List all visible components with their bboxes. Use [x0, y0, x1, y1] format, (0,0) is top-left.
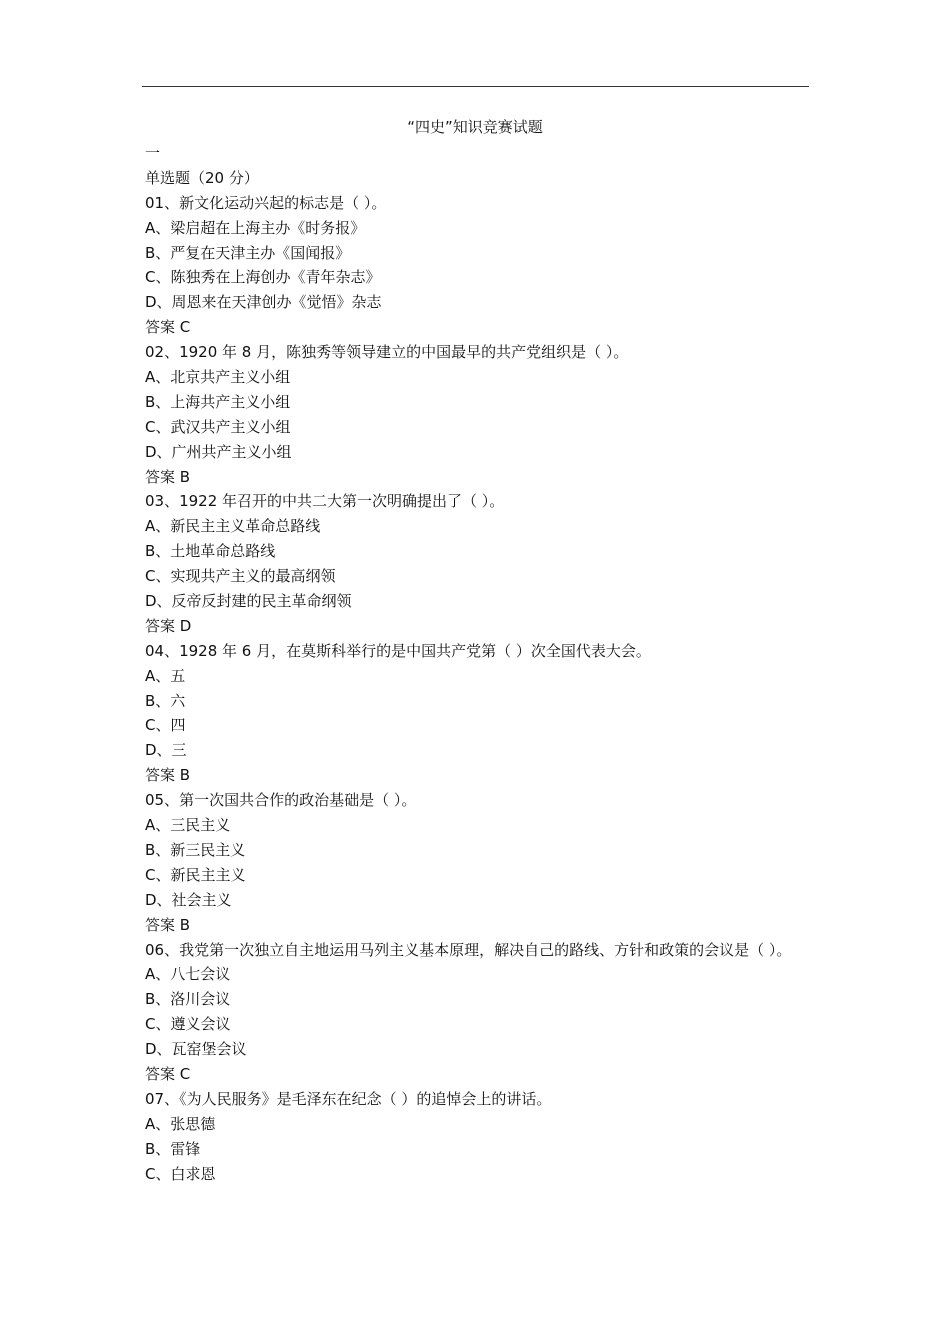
option-c: C、武汉共产主义小组 — [145, 417, 291, 436]
option-d: D、三 — [145, 741, 187, 760]
answer-line: 答案 C — [145, 318, 191, 337]
question-block — [145, 788, 813, 937]
option-b: B、新三民主义 — [145, 840, 246, 859]
question-stem: 03、1922 年召开的中共二大第一次明确提出了（ ）。 — [145, 492, 505, 511]
option-a: A、五 — [145, 666, 186, 685]
question-block — [145, 489, 813, 638]
answer-line: 答案 D — [145, 616, 192, 635]
option-d: D、社会主义 — [145, 890, 232, 909]
option-c: C、四 — [145, 716, 186, 735]
answer-line: 答案 B — [145, 766, 191, 785]
question-stem: 04、1928 年 6 月，在莫斯科举行的是中国共产党第（ ）次全国代表大会。 — [145, 641, 651, 660]
option-b: B、上海共产主义小组 — [145, 392, 291, 411]
option-c: C、新民主主义 — [145, 865, 246, 884]
section-heading: 单选题（20 分） — [145, 168, 259, 187]
question-block — [145, 938, 813, 1087]
option-c: C、实现共产主义的最高纲领 — [145, 567, 336, 586]
question-stem: 07、《为人民服务》是毛泽东在纪念（ ）的追悼会上的讲话。 — [145, 1089, 552, 1108]
question-stem: 05、第一次国共合作的政治基础是（ ）。 — [145, 791, 417, 810]
option-c: C、遵义会议 — [145, 1015, 231, 1034]
option-a: A、三民主义 — [145, 816, 231, 835]
option-c: C、陈独秀在上海创办《青年杂志》 — [145, 268, 381, 287]
option-d: D、反帝反封建的民主革命纲领 — [145, 592, 352, 611]
question-stem: 06、我党第一次独立自主地运用马列主义基本原理，解决自己的路线、方针和政策的会议是（ ）。 — [145, 940, 792, 959]
option-d: D、瓦窑堡会议 — [145, 1040, 247, 1059]
option-a: A、新民主主义革命总路线 — [145, 517, 321, 536]
option-a: A、张思德 — [145, 1114, 216, 1133]
question-block — [145, 340, 813, 489]
document-body — [145, 141, 813, 1186]
option-b: B、洛川会议 — [145, 990, 231, 1009]
option-d: D、周恩来在天津创办《觉悟》杂志 — [145, 293, 382, 312]
question-stem: 02、1920 年 8 月，陈独秀等领导建立的中国最早的共产党组织是（ ）。 — [145, 343, 629, 362]
option-b: B、严复在天津主办《国闻报》 — [145, 243, 351, 262]
document-title: “四史”知识竞赛试题 — [407, 118, 543, 136]
answer-line: 答案 C — [145, 1064, 191, 1083]
answer-line: 答案 B — [145, 467, 191, 486]
option-a: A、梁启超在上海主办《时务报》 — [145, 218, 366, 237]
question-stem: 01、新文化运动兴起的标志是（ ）。 — [145, 193, 387, 212]
option-b: B、六 — [145, 691, 186, 710]
header-rule — [142, 86, 809, 87]
option-d: D、广州共产主义小组 — [145, 442, 292, 461]
section-number: 一 — [145, 144, 161, 162]
question-block — [145, 191, 813, 340]
answer-line: 答案 B — [145, 915, 191, 934]
option-b: B、雷锋 — [145, 1139, 201, 1158]
option-a: A、八七会议 — [145, 965, 231, 984]
question-block — [145, 639, 813, 788]
option-c: C、白求恩 — [145, 1164, 216, 1183]
question-block — [145, 1087, 813, 1187]
option-a: A、北京共产主义小组 — [145, 368, 291, 387]
option-b: B、土地革命总路线 — [145, 542, 276, 561]
